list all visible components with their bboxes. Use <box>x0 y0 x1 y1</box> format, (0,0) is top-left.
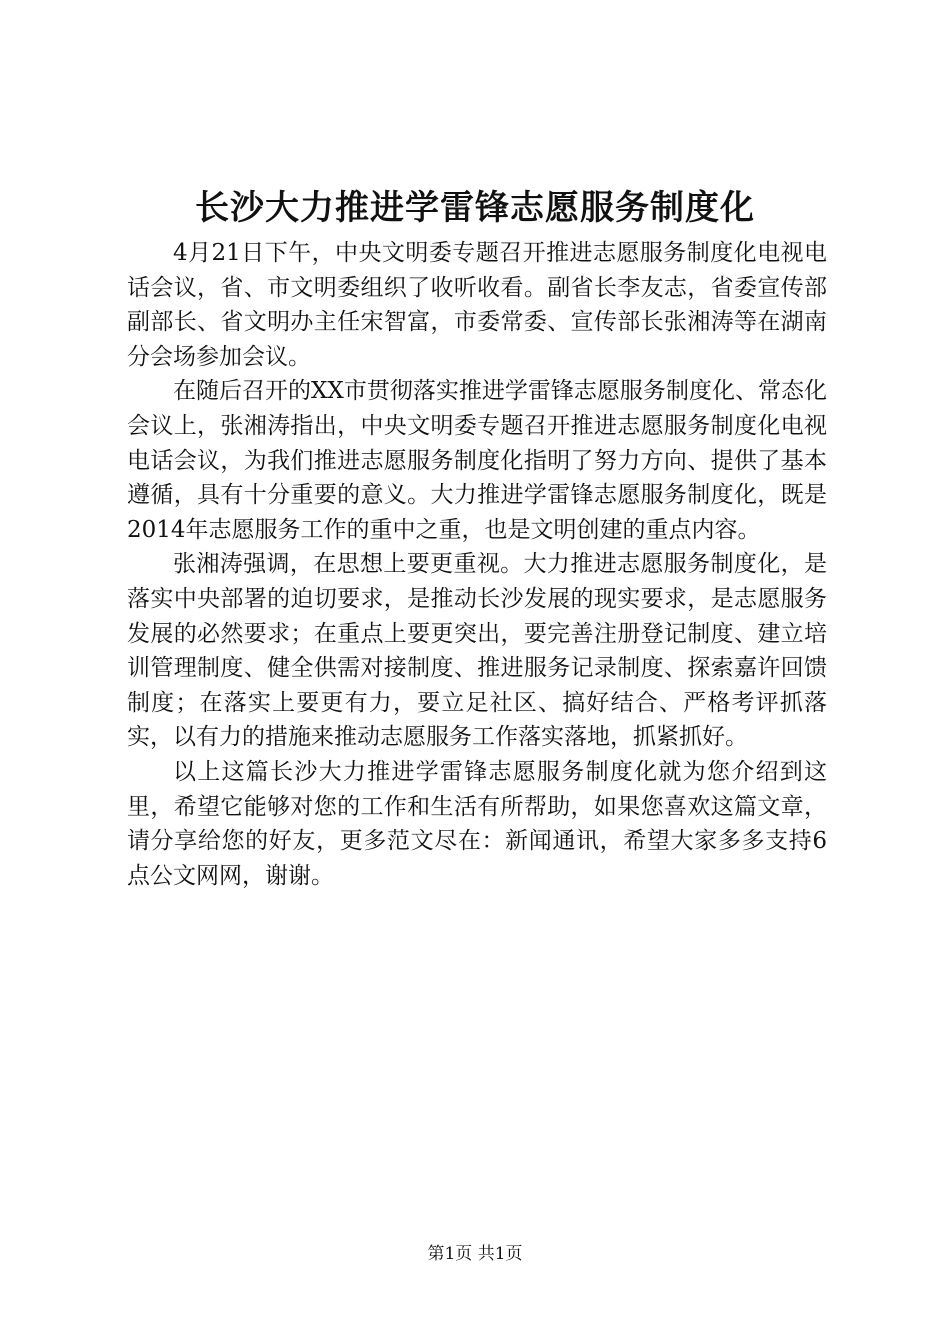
paragraph-3: 张湘涛强调，在思想上要更重视。大力推进志愿服务制度化，是落实中央部署的迫切要求，是推动长沙发展的现实要求，是志愿服务发展的必然要求；在重点上要更突出，要完善注册登记制度、建立培训管理制度、健全供需对接制度、推进服务记录制度、探索嘉许回馈制度；在落实上要更有力，要立足社区、搞好结合、严格考评抓落实，以有力的措施来推动志愿服务工作落实落地，抓紧抓好。 <box>127 551 827 751</box>
paragraph-2: 在随后召开的XX市贯彻落实推进学雷锋志愿服务制度化、常态化会议上，张湘涛指出，中央文明委专题召开推进志愿服务制度化电视电话会议，为我们推进志愿服务制度化指明了努力方向、提供了基本遵循，具有十分重要的意义。大力推进学雷锋志愿服务制度化，既是2014年志愿服务工作的重中之重，也是文明创建的重点内容。 <box>127 378 827 543</box>
page-footer <box>0 1242 950 1266</box>
page-total: 共1页 <box>477 1244 523 1264</box>
paragraph-1: 4月21日下午，中央文明委专题召开推进志愿服务制度化电视电话会议，省、市文明委组织了收听收看。副省长李友志，省委宣传部副部长、省文明办主任宋智富，市委常委、宣传部长张湘涛等在湖南分会场参加会议。 <box>127 240 827 370</box>
document-title: 长沙大力推进学雷锋志愿服务制度化 <box>195 188 755 228</box>
document-body <box>127 236 827 893</box>
paragraph-4: 以上这篇长沙大力推进学雷锋志愿服务制度化就为您介绍到这里，希望它能够对您的工作和生活有所帮助，如果您喜欢这篇文章，请分享给您的好友，更多范文尽在：新闻通讯，希望大家多多支持6点公文网网，谢谢。 <box>127 758 827 889</box>
page-number: 第1页 <box>427 1244 473 1264</box>
